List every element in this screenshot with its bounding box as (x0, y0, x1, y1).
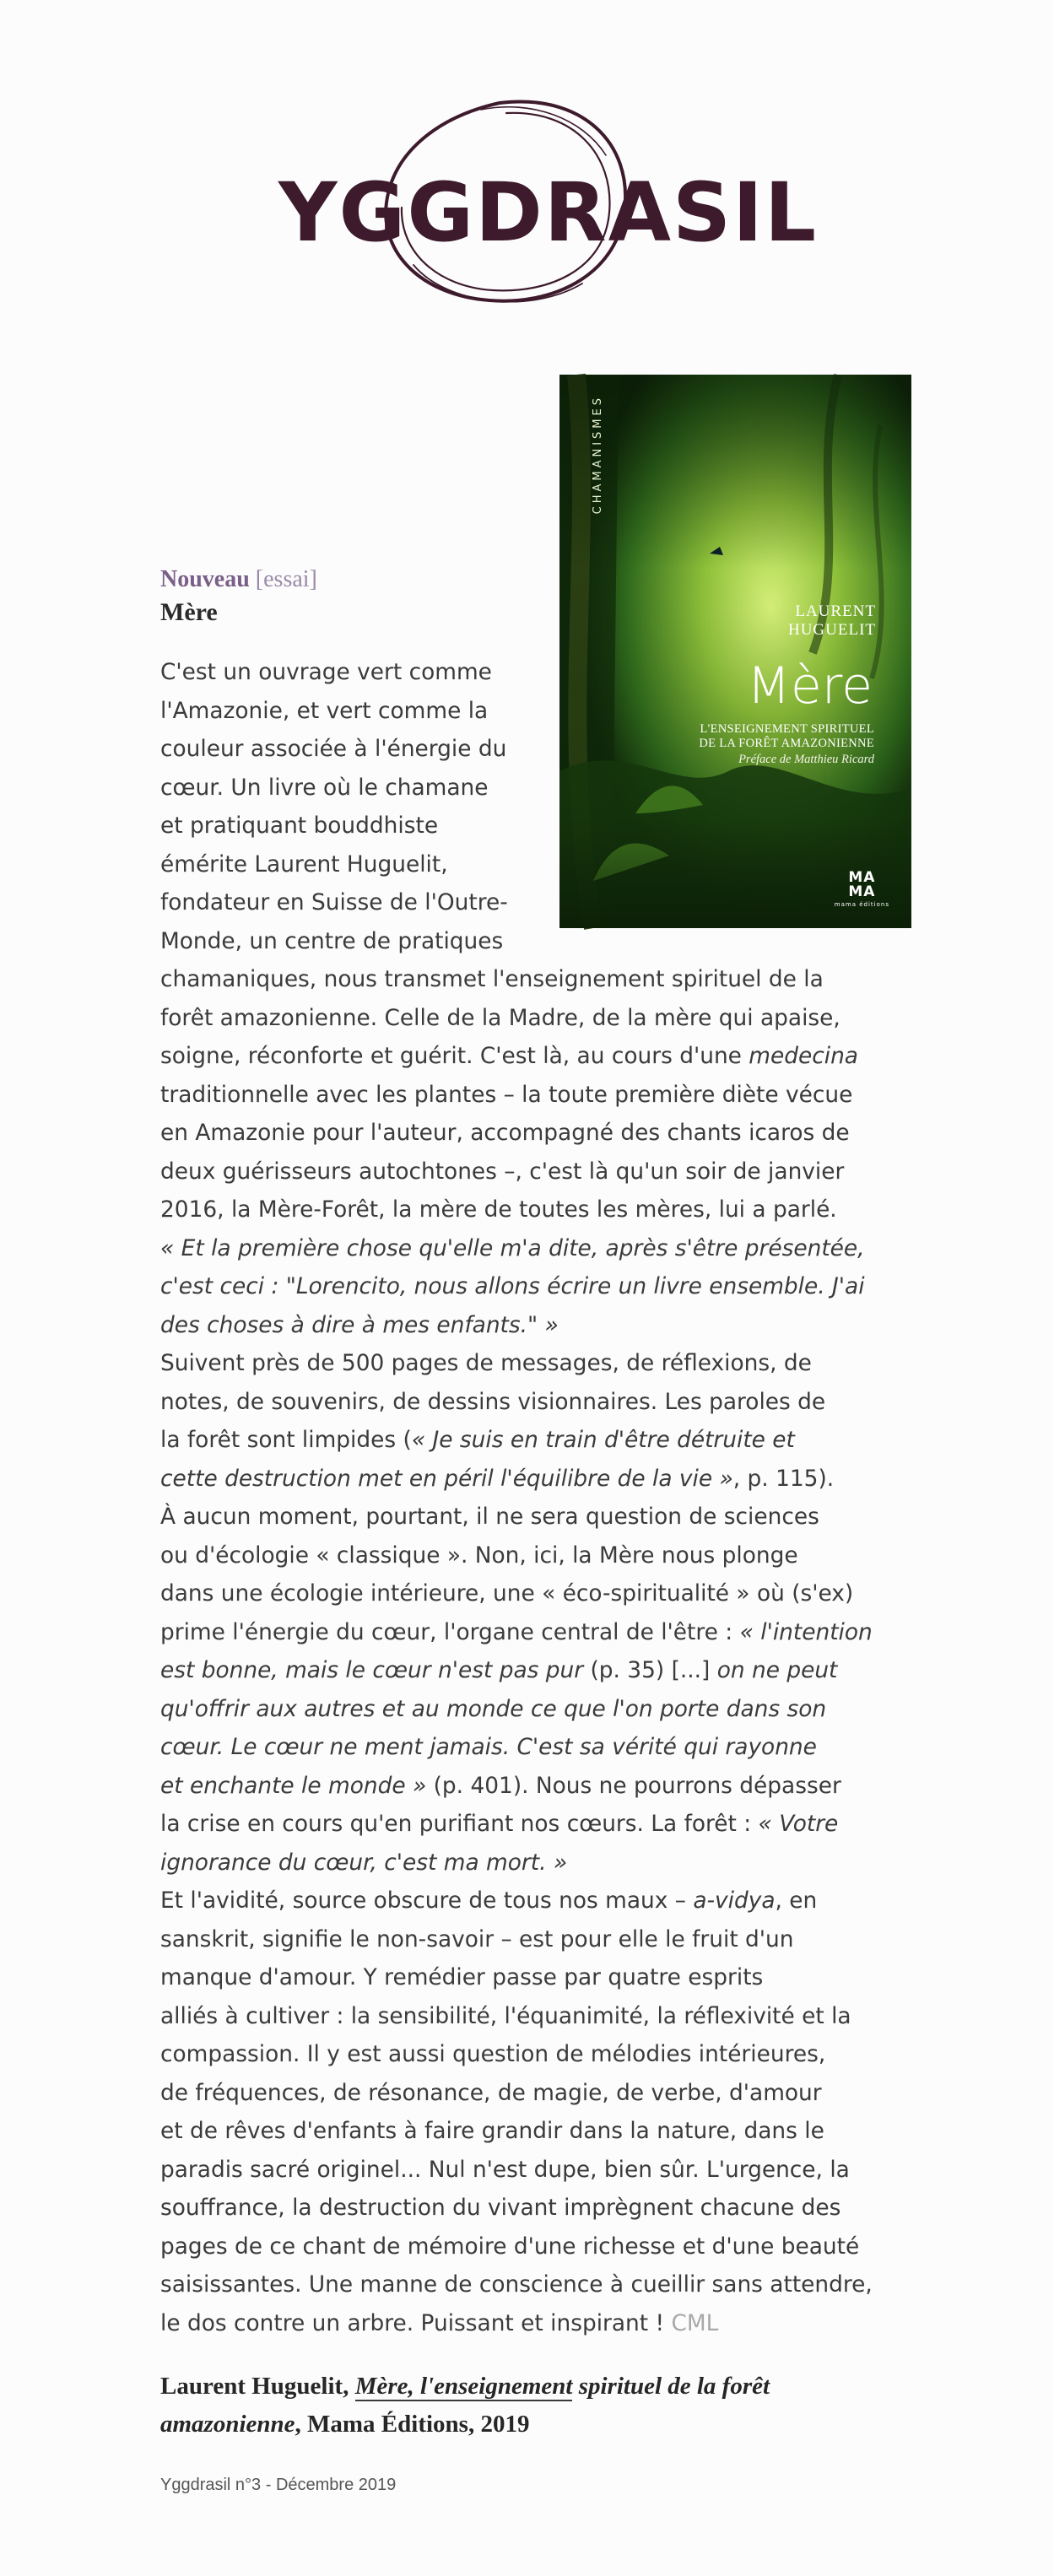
body-line: le dos contre un arbre. Puissant et inspirant ! CML (160, 2309, 719, 2336)
body-line: et enchante le monde » (p. 401). Nous ne pourrons dépasser (160, 1772, 841, 1799)
body-line: forêt amazonienne. Celle de la Madre, de la mère qui apaise, (160, 1004, 840, 1031)
body-line: est bonne, mais le cœur n'est pas pur (p. 35) [...] on ne peut (160, 1657, 838, 1683)
author-signature: CML (671, 2309, 719, 2336)
body-line: compassion. Il y est aussi question de mélodies intérieures, (160, 2041, 826, 2067)
article-headline: Mère (160, 598, 218, 626)
body-line: 2016, la Mère-Forêt, la mère de toutes les mères, lui a parlé. (160, 1196, 837, 1223)
body-line: qu'offrir aux autres et au monde ce que l'on porte dans son (160, 1695, 827, 1722)
article-header (160, 564, 903, 629)
section-kicker: Nouveau [essai] (160, 566, 317, 592)
body-line: paradis sacré originel... Nul n'est dupe, bien sûr. L'urgence, la (160, 2156, 850, 2183)
body-line: pages de ce chant de mémoire d'une richesse et d'une beauté (160, 2233, 860, 2260)
body-line: souffrance, la destruction du vivant imprègnent chacune des (160, 2195, 841, 2221)
body-line: prime l'énergie du cœur, l'organe central de l'être : « l'intention (160, 1618, 873, 1645)
body-line: dans une écologie intérieure, une « éco-spiritualité » où (s'ex) (160, 1580, 854, 1607)
body-line: « Et la première chose qu'elle m'a dite, après s'être présentée, (160, 1234, 865, 1261)
section-tag: [essai] (255, 566, 317, 592)
cover-author: LAURENT HUGUELIT (787, 602, 876, 639)
body-line: soigne, réconforte et guérit. C'est là, au cours d'une medecina (160, 1043, 858, 1069)
body-line: C'est un ouvrage vert comme (160, 659, 492, 685)
publisher-logo: MA MA mama éditions (834, 869, 889, 908)
body-line: Suivent près de 500 pages de messages, de réflexions, de (160, 1350, 812, 1376)
body-line: notes, de souvenirs, de dessins visionnaires. Les paroles de (160, 1388, 826, 1415)
body-line: ou d'écologie « classique ». Non, ici, la Mère nous plonge (160, 1542, 798, 1569)
body-line: et pratiquant bouddhiste (160, 813, 439, 839)
body-line: chamaniques, nous transmet l'enseignement spirituel de la (160, 966, 824, 992)
body-line: cœur. Le cœur ne ment jamais. C'est sa vérité qui rayonne (160, 1734, 817, 1760)
body-line: la forêt sont limpides (« Je suis en train d'être détruite et (160, 1427, 795, 1453)
body-line: manque d'amour. Y remédier passe par quatre esprits (160, 1964, 764, 1990)
body-line: de fréquences, de résonance, de magie, de verbe, d'amour (160, 2079, 822, 2106)
cover-collection: CHAMANISMES (592, 395, 604, 515)
body-line: couleur associée à l'énergie du (160, 736, 507, 762)
body-line: ignorance du cœur, c'est ma mort. » (160, 1849, 568, 1876)
page-footer: Yggdrasil n°3 - Décembre 2019 (160, 2476, 397, 2494)
body-line: À aucun moment, pourtant, il ne sera question de sciences (160, 1504, 819, 1530)
article-body (160, 653, 903, 2342)
body-line: c'est ceci : "Lorencito, nous allons écrire un livre ensemble. J'ai (160, 1273, 865, 1299)
yggdrasil-logo (278, 84, 819, 321)
cover-title: Mère (747, 656, 873, 716)
body-line: cœur. Un livre où le chamane (160, 774, 489, 801)
cover-subtitle: L'ENSEIGNEMENT SPIRITUEL DE LA FORÊT AMAZONIENNE (699, 722, 874, 750)
body-line: et de rêves d'enfants à faire grandir dans la nature, dans le (160, 2118, 824, 2144)
body-line: alliés à cultiver : la sensibilité, l'équanimité, la réflexivité et la (160, 2002, 851, 2029)
logo-wordmark: YGGDRASIL (278, 165, 819, 260)
body-line: Monde, un centre de pratiques (160, 927, 504, 954)
body-line: l'Amazonie, et vert comme la (160, 697, 489, 724)
body-line: saisissantes. Une manne de conscience à cueillir sans attendre, (160, 2271, 873, 2298)
body-line: Et l'avidité, source obscure de tous nos maux – a-vidya, en (160, 1887, 818, 1914)
body-line: des choses à dire à mes enfants." » (160, 1311, 559, 1338)
body-line: fondateur en Suisse de l'Outre- (160, 889, 508, 915)
book-credit: Laurent Huguelit, Mère, l'enseignement spirituel de la forêt amazonienne, Mama Éditions, 2019 (160, 2373, 770, 2438)
body-line: la crise en cours qu'en purifiant nos cœurs. La forêt : « Votre (160, 1811, 839, 1837)
body-line: deux guérisseurs autochtones –, c'est là qu'un soir de janvier (160, 1158, 845, 1185)
body-line: cette destruction met en péril l'équilibre de la vie », p. 115). (160, 1465, 835, 1492)
body-line: émérite Laurent Huguelit, (160, 851, 448, 878)
cover-preface: Préface de Matthieu Ricard (738, 753, 874, 766)
body-line: traditionnelle avec les plantes – la toute première diète vécue (160, 1081, 853, 1108)
body-line: sanskrit, signifie le non-savoir – est pour elle le fruit d'un (160, 1925, 794, 1952)
body-line: en Amazonie pour l'auteur, accompagné des chants icaros de (160, 1120, 850, 1146)
